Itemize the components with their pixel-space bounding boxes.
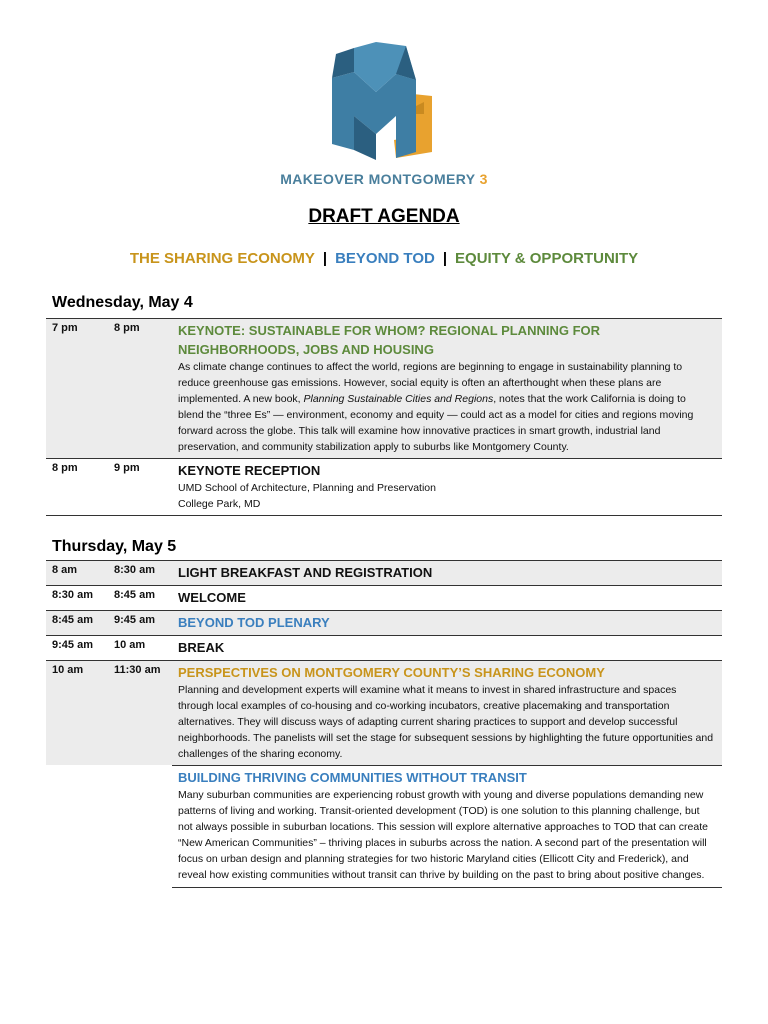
start-time: 8:30 am [52, 589, 93, 601]
session-title: BEYOND TOD PLENARY [178, 615, 330, 630]
desc-text: As climate change continues to affect the world, regions are beginning to engage in sustainability planning to reduce greenhouse gas emissions. However, social equity is often an afterthought when these plans are implemented. A new book, [178, 361, 683, 405]
end-time: 9 pm [114, 462, 140, 474]
session-title: KEYNOTE RECEPTION [178, 463, 321, 478]
agenda-row [46, 610, 722, 635]
session-title: PERSPECTIVES ON MONTGOMERY COUNTY’S SHARING ECONOMY [178, 665, 605, 680]
session-title: KEYNOTE: SUSTAINABLE FOR WHOM? REGIONAL PLANNING FOR NEIGHBORHOODS, JOBS AND HOUSING [178, 323, 601, 357]
theme-sharing: THE SHARING ECONOMY [129, 250, 315, 267]
session-title: BUILDING THRIVING COMMUNITIES WITHOUT TRANSIT [178, 770, 527, 785]
day-heading-wednesday: Wednesday, May 4 [52, 294, 193, 311]
agenda-wednesday [46, 318, 722, 516]
logo-number: 3 [479, 171, 488, 187]
start-time: 9:45 am [52, 639, 93, 651]
venue-line: UMD School of Architecture, Planning and Preservation [178, 482, 436, 494]
theme-separator: | [442, 250, 448, 267]
day-heading-thursday: Thursday, May 5 [52, 538, 177, 555]
desc-text: , notes that the work California is doing to blend the “three Es” — environment, economy and equity — could act as a model for cities and regions moving forward across the globe. This talk will examine how innovative practices in smart growth, industrial land preservation, and community stabilization apply to suburbs like Montgomery County. [178, 393, 694, 453]
end-time: 8 pm [114, 322, 140, 334]
end-time: 10 am [114, 639, 146, 651]
book-title: Planning Sustainable Cities and Regions [303, 393, 494, 405]
start-time: 8 pm [52, 462, 78, 474]
theme-separator: | [322, 250, 328, 267]
start-time: 10 am [52, 664, 84, 676]
start-time: 8:45 am [52, 614, 93, 626]
start-time: 8 am [52, 564, 78, 576]
end-time: 11:30 am [114, 664, 161, 676]
agenda-row [46, 585, 722, 610]
logo-name: MAKEOVER MONTGOMERY [280, 171, 476, 187]
theme-tod: BEYOND TOD [335, 250, 435, 267]
session-description: Planning and development experts will examine what it means to invest in shared infrastructure and spaces through local examples of co-housing and co-working incubators, creative placemaking and transportation alternatives. They will discuss ways of adapting current sharing practices to support and develop successful neighborhoods. The panelists will set the stage for subsequent sessions by highlighting the future opportunities and challenges of the sharing economy. [178, 684, 714, 760]
session-title: BREAK [178, 640, 225, 655]
end-time: 9:45 am [114, 614, 155, 626]
session-title: LIGHT BREAKFAST AND REGISTRATION [178, 565, 433, 580]
logo [0, 40, 768, 165]
end-time: 8:45 am [114, 589, 155, 601]
agenda-row [46, 635, 722, 660]
theme-list [0, 250, 768, 267]
agenda-row [46, 560, 722, 585]
m3-logo-icon [324, 40, 444, 165]
agenda-row [46, 458, 722, 516]
page-title: DRAFT AGENDA [308, 206, 460, 227]
session-description [178, 359, 714, 455]
venue-city: College Park, MD [178, 498, 261, 510]
end-time: 8:30 am [114, 564, 155, 576]
agenda-row [46, 660, 722, 765]
logo-wordmark [0, 171, 768, 187]
agenda-thursday [46, 560, 722, 888]
theme-equity: EQUITY & OPPORTUNITY [455, 250, 639, 267]
session-title: WELCOME [178, 590, 246, 605]
session-description: Many suburban communities are experiencing robust growth with young and diverse populations demanding new patterns of living and working. Transit-oriented development (TOD) is one solution to this planning challenge, but not always possible in suburban locations. This session will explore alternative approaches to TOD that can create “New American Communities” – thriving places in suburbs across the nation. A second part of the presentation will focus on urban design and planning strategies for two historic Maryland cities (Ellicott City and Frederick), and reveal how existing communities without transit can thrive by building on the past to bring about positive changes. [178, 789, 708, 881]
sub-session [172, 765, 722, 888]
start-time: 7 pm [52, 322, 78, 334]
agenda-row [46, 318, 722, 458]
